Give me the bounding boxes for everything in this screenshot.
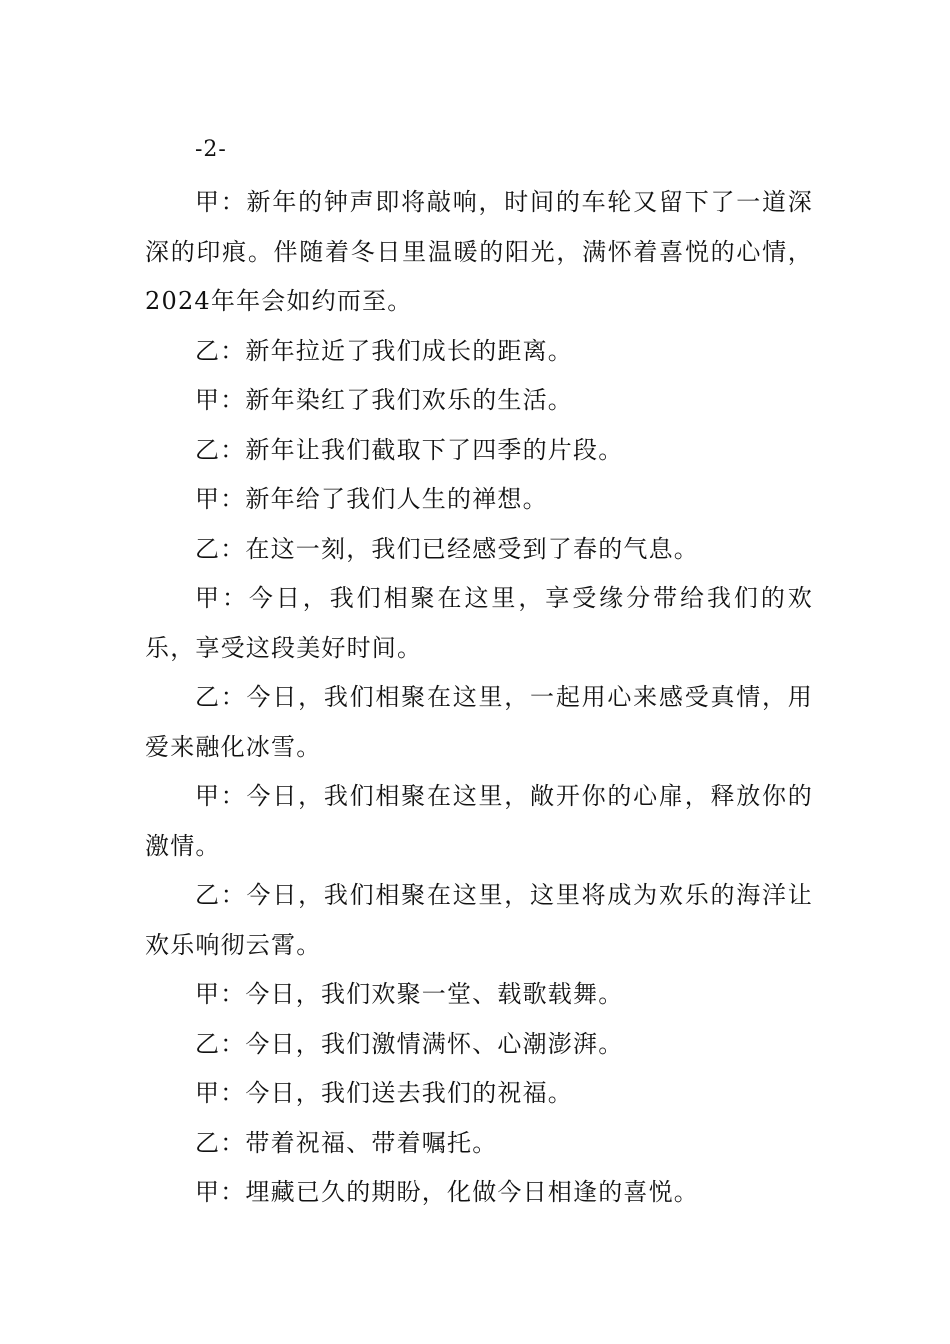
paragraph-3: 甲：新年染红了我们欢乐的生活。 xyxy=(195,386,573,414)
paragraph-1: 甲：新年的钟声即将敲响，时间的车轮又留下了一道深深的印痕。伴随着冬日里温暖的阳光，满怀着喜悦的心情，2024年年会如约而至。 xyxy=(145,188,813,315)
paragraph-2: 乙：新年拉近了我们成长的距离。 xyxy=(195,336,573,365)
paragraph-15: 甲：埋藏已久的期盼，化做今日相逢的喜悦。 xyxy=(195,1178,699,1206)
paragraph-13: 甲：今日，我们送去我们的祝福。 xyxy=(195,1079,573,1107)
paragraph-6: 乙：在这一刻，我们已经感受到了春的气息。 xyxy=(195,534,699,563)
paragraph-9: 甲：今日，我们相聚在这里，敞开你的心扉，释放你的激情。 xyxy=(145,782,813,860)
paragraph-11: 甲：今日，我们欢聚一堂、载歌载舞。 xyxy=(195,980,624,1008)
paragraph-8: 乙：今日，我们相聚在这里，一起用心来感受真情，用爱来融化冰雪。 xyxy=(145,683,813,761)
page-number: -2- xyxy=(195,137,227,162)
script-text xyxy=(145,178,813,1218)
paragraph-5: 甲：新年给了我们人生的禅想。 xyxy=(195,485,548,513)
paragraph-7: 甲：今日，我们相聚在这里，享受缘分带给我们的欢乐，享受这段美好时间。 xyxy=(145,584,813,662)
paragraph-10: 乙：今日，我们相聚在这里，这里将成为欢乐的海洋让欢乐响彻云霄。 xyxy=(145,881,813,959)
paragraph-4: 乙：新年让我们截取下了四季的片段。 xyxy=(195,435,624,464)
paragraph-12: 乙：今日，我们激情满怀、心潮澎湃。 xyxy=(195,1029,624,1058)
paragraph-14: 乙：带着祝福、带着嘱托。 xyxy=(195,1128,498,1157)
